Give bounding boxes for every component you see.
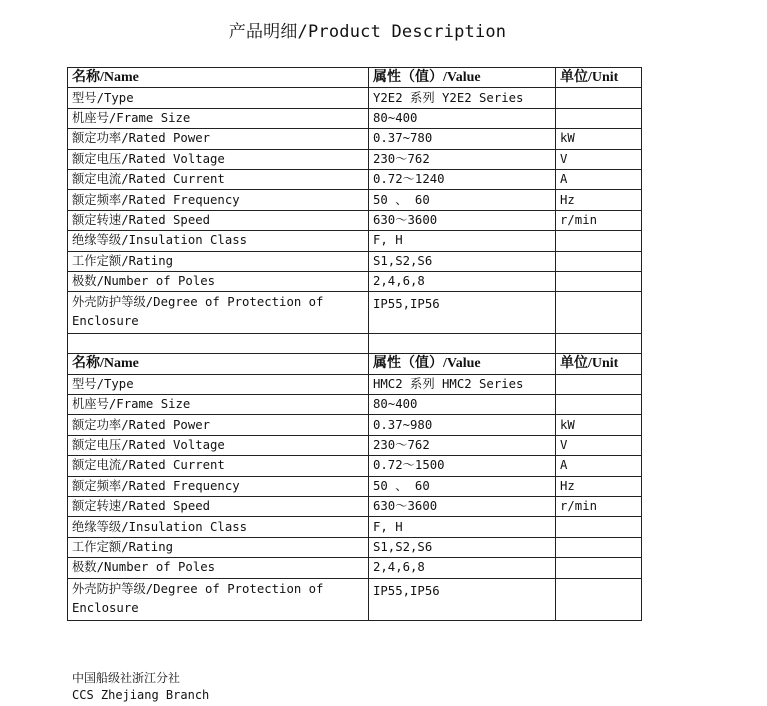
row-unit: kW bbox=[556, 129, 642, 149]
header-row bbox=[68, 68, 642, 88]
row-value: 0.37~780 bbox=[369, 129, 556, 149]
table-row bbox=[68, 558, 642, 578]
row-unit bbox=[556, 578, 642, 620]
row-unit bbox=[556, 537, 642, 557]
empty-cell bbox=[68, 334, 369, 354]
row-name: 极数/Number of Poles bbox=[68, 558, 369, 578]
row-name: 机座号/Frame Size bbox=[68, 395, 369, 415]
header-name: 名称/Name bbox=[68, 68, 369, 88]
row-value: 0.72～1500 bbox=[369, 456, 556, 476]
row-unit bbox=[556, 271, 642, 291]
table-row bbox=[68, 251, 642, 271]
row-name: 型号/Type bbox=[68, 374, 369, 394]
row-unit bbox=[556, 517, 642, 537]
row-value: 630～3600 bbox=[369, 210, 556, 230]
table-row bbox=[68, 537, 642, 557]
row-unit bbox=[556, 395, 642, 415]
header-unit: 单位/Unit bbox=[556, 68, 642, 88]
empty-cell bbox=[556, 334, 642, 354]
header-row bbox=[68, 354, 642, 374]
row-name: 绝缘等级/Insulation Class bbox=[68, 231, 369, 251]
row-value: 80~400 bbox=[369, 395, 556, 415]
row-unit bbox=[556, 251, 642, 271]
row-value: 630～3600 bbox=[369, 497, 556, 517]
table-row bbox=[68, 476, 642, 496]
row-name: 额定功率/Rated Power bbox=[68, 129, 369, 149]
header-value: 属性（值）/Value bbox=[369, 354, 556, 374]
row-name: 额定电流/Rated Current bbox=[68, 456, 369, 476]
row-name: 工作定额/Rating bbox=[68, 537, 369, 557]
row-value: IP55,IP56 bbox=[369, 578, 556, 620]
table-separator-row bbox=[68, 334, 642, 354]
table-row bbox=[68, 129, 642, 149]
footer-org-en: CCS Zhejiang Branch bbox=[72, 688, 210, 702]
row-name: 额定电压/Rated Voltage bbox=[68, 435, 369, 455]
spec-table-body bbox=[68, 68, 642, 621]
row-name: 额定电流/Rated Current bbox=[68, 169, 369, 189]
row-value: 2,4,6,8 bbox=[369, 558, 556, 578]
row-unit bbox=[556, 374, 642, 394]
row-value: 0.37~980 bbox=[369, 415, 556, 435]
row-unit bbox=[556, 292, 642, 334]
row-name: 工作定额/Rating bbox=[68, 251, 369, 271]
row-value: IP55,IP56 bbox=[369, 292, 556, 334]
row-value: 230～762 bbox=[369, 149, 556, 169]
table-row bbox=[68, 395, 642, 415]
table-row bbox=[68, 271, 642, 291]
row-unit bbox=[556, 231, 642, 251]
header-unit: 单位/Unit bbox=[556, 354, 642, 374]
row-value: Y2E2 系列 Y2E2 Series bbox=[369, 88, 556, 108]
table-row bbox=[68, 108, 642, 128]
row-unit: Hz bbox=[556, 190, 642, 210]
row-value: HMC2 系列 HMC2 Series bbox=[369, 374, 556, 394]
row-name: 额定功率/Rated Power bbox=[68, 415, 369, 435]
row-value: S1,S2,S6 bbox=[369, 251, 556, 271]
header-value: 属性（值）/Value bbox=[369, 68, 556, 88]
table-row bbox=[68, 415, 642, 435]
footer-org-cn: 中国船级社浙江分社 bbox=[72, 671, 181, 685]
row-unit: r/min bbox=[556, 210, 642, 230]
header-name: 名称/Name bbox=[68, 354, 369, 374]
table-row bbox=[68, 149, 642, 169]
footer bbox=[72, 670, 209, 704]
row-unit: r/min bbox=[556, 497, 642, 517]
row-unit: Hz bbox=[556, 476, 642, 496]
row-name: 额定频率/Rated Frequency bbox=[68, 190, 369, 210]
row-value: 0.72～1240 bbox=[369, 169, 556, 189]
row-unit bbox=[556, 558, 642, 578]
table-row bbox=[68, 456, 642, 476]
row-value: 2,4,6,8 bbox=[369, 271, 556, 291]
row-name: 额定转速/Rated Speed bbox=[68, 210, 369, 230]
row-unit bbox=[556, 108, 642, 128]
row-name: 机座号/Frame Size bbox=[68, 108, 369, 128]
table-row bbox=[68, 497, 642, 517]
row-unit bbox=[556, 88, 642, 108]
row-value: 50 、 60 bbox=[369, 476, 556, 496]
row-unit: V bbox=[556, 435, 642, 455]
row-value: 80~400 bbox=[369, 108, 556, 128]
row-name: 极数/Number of Poles bbox=[68, 271, 369, 291]
product-spec-table bbox=[67, 67, 642, 621]
row-unit: A bbox=[556, 169, 642, 189]
row-unit: V bbox=[556, 149, 642, 169]
table-row bbox=[68, 292, 642, 334]
row-value: F, H bbox=[369, 517, 556, 537]
row-name: 绝缘等级/Insulation Class bbox=[68, 517, 369, 537]
empty-cell bbox=[369, 334, 556, 354]
table-row bbox=[68, 517, 642, 537]
table-row bbox=[68, 88, 642, 108]
row-name: 额定频率/Rated Frequency bbox=[68, 476, 369, 496]
table-row bbox=[68, 578, 642, 620]
row-unit: kW bbox=[556, 415, 642, 435]
row-name: 外壳防护等级/Degree of Protection of Enclosure bbox=[68, 292, 369, 334]
row-unit: A bbox=[556, 456, 642, 476]
row-name: 额定转速/Rated Speed bbox=[68, 497, 369, 517]
table-row bbox=[68, 435, 642, 455]
table-row bbox=[68, 374, 642, 394]
row-name: 外壳防护等级/Degree of Protection of Enclosure bbox=[68, 578, 369, 620]
row-value: S1,S2,S6 bbox=[369, 537, 556, 557]
row-value: 230～762 bbox=[369, 435, 556, 455]
page-title: 产品明细/Product Description bbox=[228, 22, 507, 42]
table-row bbox=[68, 169, 642, 189]
table-row bbox=[68, 190, 642, 210]
table-row bbox=[68, 210, 642, 230]
row-value: F, H bbox=[369, 231, 556, 251]
table-row bbox=[68, 231, 642, 251]
row-name: 额定电压/Rated Voltage bbox=[68, 149, 369, 169]
row-value: 50 、 60 bbox=[369, 190, 556, 210]
row-name: 型号/Type bbox=[68, 88, 369, 108]
